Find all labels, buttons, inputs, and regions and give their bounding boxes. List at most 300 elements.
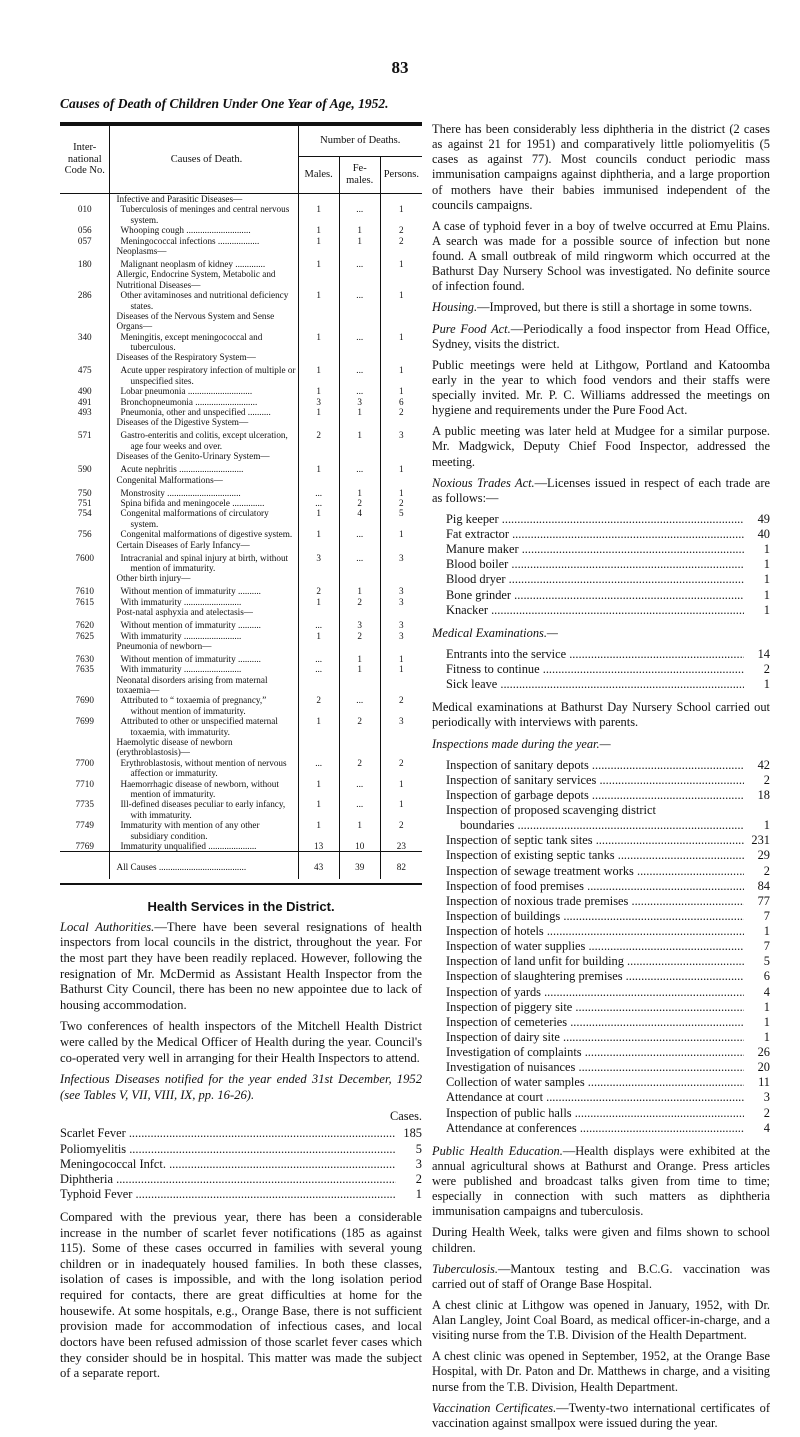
cell-cause [110, 246, 298, 259]
cause-text: Whooping cough ............................ [120, 225, 251, 236]
table-group-header [60, 311, 422, 332]
cell-f: ... [339, 365, 380, 386]
table-group-header [60, 737, 422, 758]
list-item-value: 1 [763, 1029, 770, 1044]
cell-m: 3 [298, 397, 339, 407]
cell-p [380, 417, 422, 430]
cell-code: 7700 [75, 757, 94, 768]
cell-f: ... [339, 799, 380, 820]
cell-p: 1 [380, 529, 422, 539]
cell-p: 3 [380, 716, 422, 737]
cause-text: With immaturity ......................... [120, 664, 242, 675]
cell-f: 2 [339, 758, 380, 779]
cell-m: 1 [298, 631, 339, 641]
list-item-value: 42 [757, 757, 770, 772]
cause-text: Intracranial and spinal injury at birth, without mention of immaturity. [120, 552, 289, 573]
cause-text: Acute upper respiratory infection of multiple or unspecified sites. [120, 365, 296, 386]
list-item-value: 5 [415, 1141, 422, 1156]
cell-f: 1 [339, 654, 380, 664]
header-cause: Causes of Death. [110, 126, 298, 194]
table-row [60, 779, 422, 800]
cell-p: 2 [380, 225, 422, 235]
cell-m: 3 [298, 553, 339, 574]
cell-code: 7635 [75, 664, 94, 675]
table-row [60, 553, 422, 574]
cell-f: 1 [339, 488, 380, 498]
table-row [60, 407, 422, 417]
table-row [60, 498, 422, 508]
cell-cause [110, 488, 298, 498]
table-row [60, 464, 422, 474]
table-row [60, 488, 422, 498]
cell-f: ... [339, 204, 380, 225]
table-row [60, 430, 422, 451]
medical-exam-para: Medical examinations at Bathurst Day Nursery School carried out periodically with interviews with parents. [432, 700, 770, 730]
list-item [446, 833, 770, 848]
pure-food-title: Pure Food Act. [432, 321, 511, 336]
cell-cause [110, 607, 298, 620]
list-item-value: 185 [403, 1126, 422, 1141]
medical-exam-list [432, 647, 770, 692]
list-item [446, 662, 770, 677]
cell-f [339, 246, 380, 259]
list-item-value: 77 [757, 893, 770, 908]
cell-f: 3 [339, 620, 380, 630]
local-authorities-text: —There have been several resignations of health inspectors from local councils in the district, throughout the year. For the most part they have been readily replaced. However, following the resignation of Mr. McDermid as Assistant Health Inspector from the Bathurst City Council, there has been no new appointee due to lack of housing accommodation. [60, 919, 422, 1012]
list-item [446, 803, 770, 818]
inspections-list [432, 758, 770, 1136]
cell-p [380, 352, 422, 365]
cause-text: Diseases of the Digestive System— [116, 417, 249, 428]
cell-f: 1 [339, 236, 380, 246]
cell-f: ... [339, 779, 380, 800]
list-item-label: Inspection of existing septic tanks ..... [446, 848, 744, 863]
list-item-value: 5 [763, 954, 770, 969]
cell-f: 2 [339, 631, 380, 641]
list-item-label: Fitness to continue ..... [446, 662, 744, 677]
list-item [60, 1126, 422, 1141]
total-cell: All Causes ...................................... [110, 862, 298, 878]
total-cell: 43 [298, 862, 339, 878]
total-row [60, 862, 422, 878]
table-row [60, 365, 422, 386]
cell-code [60, 607, 110, 620]
list-item-label: Attendance at court ..... [446, 1090, 744, 1105]
list-item-label: Inspection of dairy site ..... [446, 1030, 744, 1045]
list-item-label: Inspection of public halls ..... [446, 1106, 744, 1121]
list-item [446, 1121, 770, 1136]
cell-code: 7625 [75, 630, 94, 641]
cause-text: Neoplasms— [116, 245, 167, 256]
cell-m: ... [298, 620, 339, 630]
cell-m [298, 311, 339, 332]
cell-f: ... [339, 553, 380, 574]
list-item [446, 985, 770, 1000]
cell-f [339, 675, 380, 696]
cell-p: 2 [380, 236, 422, 246]
list-item-value: 1 [763, 572, 770, 587]
cell-p: 1 [380, 290, 422, 311]
list-item-value: 2 [763, 1105, 770, 1120]
list-item-label: boundaries ..... [460, 818, 744, 833]
cell-p: 1 [380, 664, 422, 674]
cell-p: 6 [380, 397, 422, 407]
cell-m: 1 [298, 597, 339, 607]
cause-text: Ill-defined diseases peculiar to early infancy, with immaturity. [120, 799, 286, 820]
table-group-header [60, 194, 422, 205]
list-item-value: 7 [763, 939, 770, 954]
cause-text: Other birth injury— [116, 573, 191, 584]
table-row [60, 204, 422, 225]
cell-code: 475 [77, 365, 92, 376]
cell-code: 7735 [75, 799, 94, 810]
local-authorities-para [60, 920, 422, 1014]
list-item [446, 527, 770, 542]
page-number: 83 [391, 58, 409, 77]
list-item-label: Typhoid Fever ..... [60, 1187, 396, 1202]
cell-p [380, 737, 422, 758]
cell-p: 1 [380, 204, 422, 225]
list-item-value: 3 [763, 1090, 770, 1105]
list-item-value: 11 [758, 1075, 770, 1090]
cell-code [60, 269, 110, 290]
cell-f: 4 [339, 508, 380, 529]
cell-p: 3 [380, 620, 422, 630]
tuberculosis-text: —Mantoux testing and B.C.G. vaccination was carried out of staff of Orange Base Hospital. [432, 1261, 770, 1291]
table-group-header [60, 269, 422, 290]
tuberculosis-title: Tuberculosis. [432, 1261, 498, 1276]
cell-f: ... [339, 290, 380, 311]
list-item [446, 773, 770, 788]
cell-p: 1 [380, 654, 422, 664]
cell-cause [110, 225, 298, 235]
infectious-list [60, 1126, 422, 1202]
list-item [446, 542, 770, 557]
cell-f: ... [339, 332, 380, 353]
list-item-label: Inspection of proposed scavenging district [446, 803, 656, 817]
cell-cause [110, 194, 298, 205]
list-item [446, 1090, 770, 1105]
list-item [446, 1000, 770, 1015]
table-row [60, 841, 422, 852]
list-item-label: Inspection of piggery site ..... [446, 1000, 744, 1015]
list-item [446, 909, 770, 924]
table-group-header [60, 246, 422, 259]
cause-text: Erythroblastosis, without mention of nervous affection or immaturity. [120, 757, 287, 779]
cause-text: Attributed to other or unspecified maternal toxaemia, with immaturity. [120, 716, 278, 737]
cell-f: 3 [339, 397, 380, 407]
cell-code: 750 [77, 487, 92, 498]
cause-text: Bronchopneumonia ........................... [120, 396, 258, 407]
table-row [60, 695, 422, 716]
cell-f: ... [339, 464, 380, 474]
cell-m: 1 [298, 799, 339, 820]
cell-f: 1 [339, 407, 380, 417]
table-row [60, 620, 422, 630]
cell-code: 010 [77, 204, 92, 215]
cell-code: 751 [77, 497, 92, 508]
cause-text: Haemorrhagic disease of newborn, without mention of immaturity. [120, 778, 279, 799]
list-item [446, 1030, 770, 1045]
header-females: Fe-males. [339, 157, 380, 194]
cause-text: Tuberculosis of meninges and central nervous system. [120, 204, 290, 225]
list-item [446, 512, 770, 527]
health-week-para: During Health Week, talks were given and films shown to school children. [432, 1225, 770, 1255]
cause-text: Immaturity with mention of any other subsidiary condition. [120, 820, 260, 841]
pure-food-para [432, 322, 770, 352]
cause-text: Immaturity unqualified ..................... [120, 840, 257, 851]
list-item-value: 3 [415, 1156, 422, 1171]
tuberculosis-para [432, 1262, 770, 1292]
list-item-label: Poliomyelitis ..... [60, 1142, 396, 1157]
list-item-label: Inspection of land unfit for building ..... [446, 954, 744, 969]
cell-cause [110, 204, 298, 225]
cell-p: 3 [380, 553, 422, 574]
cell-p [380, 246, 422, 259]
list-item-value: 1 [415, 1186, 422, 1201]
list-item [446, 572, 770, 587]
table-bottom-rule [60, 883, 422, 885]
cell-m: ... [298, 758, 339, 779]
cell-cause [110, 417, 298, 430]
table-row [60, 290, 422, 311]
cell-p: 3 [380, 430, 422, 451]
table-row [60, 397, 422, 407]
cell-m [298, 737, 339, 758]
table-group-header [60, 417, 422, 430]
header-males: Males. [298, 157, 339, 194]
list-item-label: Blood dryer ..... [446, 572, 744, 587]
cell-p: 1 [380, 488, 422, 498]
list-item [446, 1015, 770, 1030]
cell-code: 754 [77, 508, 92, 519]
table-row [60, 631, 422, 641]
cell-cause [110, 430, 298, 451]
cause-text: With immaturity ......................... [120, 630, 242, 641]
cause-text: Congenital malformations of circulatory system. [120, 508, 269, 529]
cell-m: 1 [298, 779, 339, 800]
cell-code [60, 311, 110, 332]
cause-text: Meningococcal infections .................. [120, 235, 260, 246]
left-column [60, 122, 422, 1388]
cell-cause [110, 352, 298, 365]
cause-text: Malignant neoplasm of kidney ............. [120, 258, 266, 269]
list-item-value: 1 [763, 818, 770, 833]
list-item [446, 647, 770, 662]
list-item-value: 2 [763, 863, 770, 878]
list-item [446, 788, 770, 803]
cell-f: 2 [339, 498, 380, 508]
noxious-trades-para [432, 476, 770, 506]
cell-code: 7710 [75, 778, 94, 789]
list-item [60, 1142, 422, 1157]
cause-text: Acute nephritis ............................ [120, 464, 244, 475]
cause-text: Monstrosity ................................ [120, 487, 241, 498]
cell-code: 571 [77, 430, 92, 441]
cause-text: Diseases of the Respiratory System— [116, 352, 256, 363]
cell-m: ... [298, 498, 339, 508]
cell-f [339, 352, 380, 365]
cell-cause [110, 290, 298, 311]
cell-p [380, 675, 422, 696]
cause-text: Pneumonia of newborn— [116, 640, 212, 651]
cell-p: 1 [380, 799, 422, 820]
cell-m: 1 [298, 365, 339, 386]
list-item [446, 939, 770, 954]
cell-cause [110, 407, 298, 417]
list-item [446, 879, 770, 894]
cell-f: 10 [339, 841, 380, 852]
cell-code [60, 475, 110, 488]
cause-text: Spina bifida and meningocele .............. [120, 497, 265, 508]
cell-m [298, 246, 339, 259]
cell-m [298, 573, 339, 586]
cell-p: 3 [380, 631, 422, 641]
table-title: Causes of Death of Children Under One Year of Age, 1952. [60, 96, 389, 111]
cause-text: Without mention of immaturity .......... [120, 653, 261, 664]
list-item-value: 4 [763, 1120, 770, 1135]
cause-text: Meningitis, except meningococcal and tuberculous. [120, 331, 263, 353]
cell-cause [110, 664, 298, 674]
cell-cause [110, 654, 298, 664]
list-item-label: Manure maker ..... [446, 542, 744, 557]
cell-cause [110, 475, 298, 488]
cell-code [60, 246, 110, 259]
cause-text: Post-natal asphyxia and atelectasis— [116, 607, 253, 618]
cause-text: Certain Diseases of Early Infancy— [116, 539, 250, 550]
cell-cause [110, 236, 298, 246]
list-item-label: Knacker ..... [446, 603, 744, 618]
cell-f: 2 [339, 597, 380, 607]
cause-text: Infective and Parasitic Diseases— [116, 194, 243, 204]
list-item-value: 231 [751, 833, 770, 848]
cases-heading: Cases. [389, 1109, 422, 1124]
list-item [446, 924, 770, 939]
cell-cause [110, 529, 298, 539]
list-item-value [744, 803, 770, 818]
orange-clinic-para: A chest clinic was opened in September, 1952, at the Orange Base Hospital, with Dr. Paton and Dr. Matthews in charge, and a visiting nurse from the T.B. Division, Health Department. [432, 1349, 770, 1394]
list-item-label: Inspection of garbage depots ..... [446, 788, 744, 803]
lithgow-clinic-para: A chest clinic at Lithgow was opened in January, 1952, with Dr. Alan Langley, Joint Coal Board, as medical officer-in-charge, and a visiting nurse from the T.B. Division of the Health Department. [432, 1297, 770, 1343]
table-row [60, 758, 422, 779]
list-item-value: 1 [763, 999, 770, 1014]
cell-f [339, 311, 380, 332]
list-item [446, 557, 770, 572]
cell-m: 1 [298, 236, 339, 246]
total-cell [60, 862, 110, 878]
list-item-label: Inspection of buildings ..... [446, 909, 744, 924]
cell-f: ... [339, 259, 380, 269]
list-item-label: Inspection of sewage treatment works ..... [446, 864, 744, 879]
cell-m [298, 194, 339, 205]
cell-cause [110, 508, 298, 529]
cause-text: Lobar pneumonia ............................ [120, 386, 253, 397]
table-group-header [60, 573, 422, 586]
health-services-heading: Health Services in the District. [147, 898, 335, 914]
table-group-header [60, 475, 422, 488]
cell-p [380, 451, 422, 464]
list-item-label: Diphtheria ..... [60, 1172, 396, 1187]
cell-f: ... [339, 386, 380, 396]
list-item-label: Inspection of water supplies ..... [446, 939, 744, 954]
cell-p: 23 [380, 841, 422, 852]
vaccination-text: —Twenty-two international certificates of vaccination against smallpox were issued during the year. [432, 1400, 770, 1430]
cell-m [298, 352, 339, 365]
cell-cause [110, 695, 298, 716]
cause-text: Gastro-enteritis and colitis, except ulceration, age four weeks and over. [120, 430, 288, 451]
list-item [446, 954, 770, 969]
cell-code: 340 [77, 331, 92, 342]
list-item-value: 1 [763, 557, 770, 572]
cell-p [380, 607, 422, 620]
cell-code: 756 [77, 529, 92, 540]
cause-text: Other avitaminoses and nutritional deficiency states. [120, 290, 289, 311]
table-group-header [60, 451, 422, 464]
table-group-header [60, 607, 422, 620]
cell-m: 1 [298, 332, 339, 353]
list-item-value: 1 [763, 602, 770, 617]
cell-f [339, 194, 380, 205]
cause-text: Haemolytic disease of newborn (erythroblastosis)— [116, 737, 233, 758]
list-item-label: Sick leave ..... [446, 677, 744, 692]
cell-m [298, 475, 339, 488]
health-education-para [432, 1144, 770, 1220]
cell-cause [110, 620, 298, 630]
cell-cause [110, 586, 298, 596]
right-column [432, 122, 770, 1437]
cell-m [298, 675, 339, 696]
cell-code [60, 194, 110, 205]
cell-f: ... [339, 695, 380, 716]
cause-text: Congenital Malformations— [116, 474, 223, 485]
table-group-header [60, 641, 422, 654]
cell-cause [110, 332, 298, 353]
table-row [60, 259, 422, 269]
list-item-label: Inspection of septic tank sites ..... [446, 833, 744, 848]
cell-m [298, 451, 339, 464]
cell-code [60, 573, 110, 586]
cell-m [298, 641, 339, 654]
cell-p: 2 [380, 498, 422, 508]
table-group-header [60, 352, 422, 365]
cause-text: Diseases of the Genito-Urinary System— [116, 451, 270, 462]
cell-m: 2 [298, 430, 339, 451]
cell-p: 2 [380, 695, 422, 716]
cell-f: ... [339, 529, 380, 539]
infectious-title: Infectious Diseases notified for the year ended 31st December, 1952 (see Tables V, VII, VIII, IX, pp. 16-26). [60, 1072, 422, 1102]
health-education-text: —Health displays were exhibited at the annual agricultural shows at Bathurst and Orange. Press articles were published and broadcast talks given from time to time; especially in connection with such matters as diphtheria immunisation campaigns and tuberculosis. [432, 1143, 770, 1219]
housing-title: Housing. [432, 300, 478, 315]
cause-text: With immaturity ......................... [120, 596, 242, 607]
list-item-value: 4 [763, 984, 770, 999]
cell-code: 7769 [75, 840, 94, 851]
cell-cause [110, 573, 298, 586]
cell-f [339, 737, 380, 758]
cell-m [298, 540, 339, 553]
cell-code: 7600 [75, 552, 94, 563]
cell-code [60, 540, 110, 553]
cell-code: 057 [77, 235, 92, 246]
table-row [60, 664, 422, 674]
cell-m: 2 [298, 695, 339, 716]
public-meetings-para: Public meetings were held at Lithgow, Portland and Katoomba early in the year to which food vendors and their staffs were specially invited. Mr. P. C. Williams addressed the meetings on hygiene and requirements under the Pure Food Act. [432, 357, 770, 418]
list-item-value: 20 [757, 1060, 770, 1075]
cell-code [60, 737, 110, 758]
cell-cause [110, 799, 298, 820]
list-item-label: Bone grinder ..... [446, 588, 744, 603]
cell-m: 1 [298, 820, 339, 841]
cell-m: 1 [298, 464, 339, 474]
